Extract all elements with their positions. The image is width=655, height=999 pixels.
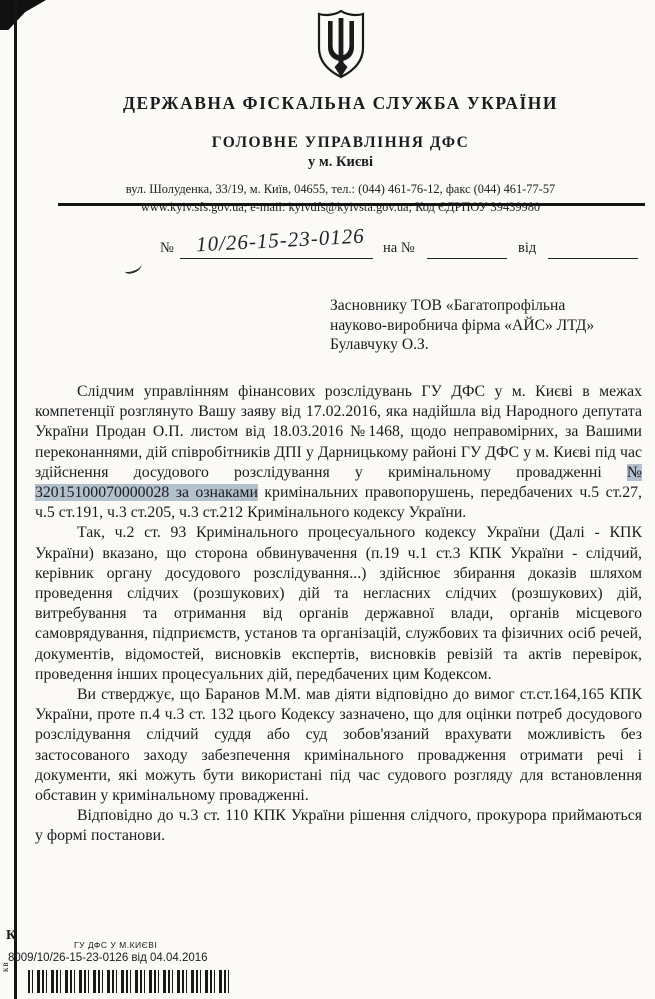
recipient-line: науково-виробнича фірма «АЙС» ЛТД» <box>330 316 595 334</box>
paragraph-text: Відповідно до ч.3 ст. 110 КПК України рішення слідчого, прокурора приймаються у формі постанови. <box>35 807 642 845</box>
highlighted-text: № 32015100070000028 за ознаками <box>35 463 642 502</box>
tryzub-emblem-icon <box>312 8 370 85</box>
number-label: № <box>160 240 174 256</box>
body-paragraph <box>35 523 642 685</box>
on-number-underline <box>427 228 507 259</box>
body-paragraph <box>35 806 642 846</box>
paragraph-text: Ви стверджує, що Баранов М.М. мав діяти відповідно до вимог ст.ст.164,165 КПК України, проте п.4 ч.3 ст. 132 цього Кодексу зазначено, що для оцінки потреб досудового розслідування слідчий суддя або суд зобов'язаний врахувати можливість без застосованого заходу забезпечення кримінального провадження отримати речі і документи, які можуть бути використані під час судового розгляду для встановлення обставин у кримінальному провадженні. <box>35 686 642 805</box>
organization-name: ДЕРЖАВНА ФІСКАЛЬНА СЛУЖБА УКРАЇНИ <box>123 93 558 113</box>
on-number-label: на № <box>383 240 415 256</box>
department-city: у м. Києві <box>308 154 373 170</box>
paragraph-text: Слідчим управлінням фінансових розслідувань ГУ ДФС у м. Києві в межах компетенції розглянуто Вашу заяву від 17.02.2016, яка надійшла від Народного депутата України Продан О.П. листом від 18.03.2016 №1468, щодо неправомірних, за Вашими переконаннями, дій співробітників ДПІ у Дарницькому районі ГУ ДФС у м. Києві під час здійснення досудового розслідування у кримінальному провадженні <box>35 383 642 481</box>
letterhead <box>33 6 648 216</box>
registration-stamp-office: ГУ ДФС У М.КИЄВІ <box>74 940 158 950</box>
paragraph-text: Так, ч.2 ст. 93 Кримінального процесуального кодексу України (Далі - КПК України) вказано, що сторона обвинувачення (п.19 ч.1 ст.3 КПК України - слідчий, керівник органу досудового розслідування...) здійснює збирання доказів шляхом проведення слідчих (розшукових) дій та негласних слідчих (розшукових) дій, витребування та отримання від органів державної влади, органів місцевого самоврядування, підприємств, установ та організацій, службових та фізичних осіб речей, документів, відомостей, висновків експертів, висновків ревізій та актів перевірок, проведення інших процесуальних дій, передбачених цим Кодексом. <box>35 524 642 683</box>
contact-line: www.kyiv.sfs.gov.ua; e-mail: kyivdfs@kyivsta.gov.ua; Код ЄДРПОУ 39439980 <box>140 200 541 214</box>
recipient-block <box>330 296 594 355</box>
address-line: вул. Шолуденка, 33/19, м. Київ, 04655, тел.: (044) 461-76-12, факс (044) 461-77-57 <box>125 182 556 196</box>
side-mark: кв <box>0 961 10 972</box>
registration-barcode <box>28 970 230 993</box>
outgoing-number-handwritten: 10/26-15-23-0126 <box>195 223 366 257</box>
body-paragraph <box>35 382 642 523</box>
document-body <box>35 382 642 847</box>
department-name: ГОЛОВНЕ УПРАВЛІННЯ ДФС <box>211 134 470 151</box>
letterhead-divider <box>58 203 645 206</box>
from-date-underline <box>548 228 638 259</box>
reference-line <box>0 223 655 274</box>
recipient-line: Засновнику ТОВ «Багатопрофільна <box>330 297 566 314</box>
from-date-label: від <box>518 240 537 256</box>
corner-letter: К <box>6 928 17 943</box>
registration-stamp-number: 8009/10/26-15-23-0126 від 04.04.2016 <box>8 952 208 964</box>
paragraph-text: кримінальних правопорушень, передбачених ч.5 ст.27, ч.5 ст.191, ч.3 ст.205, ч.3 ст.212 Кримінального кодексу України. <box>35 484 642 522</box>
body-paragraph <box>35 685 642 806</box>
scan-edge-artifact <box>14 0 17 999</box>
recipient-line: Булавчуку О.З. <box>330 336 429 353</box>
